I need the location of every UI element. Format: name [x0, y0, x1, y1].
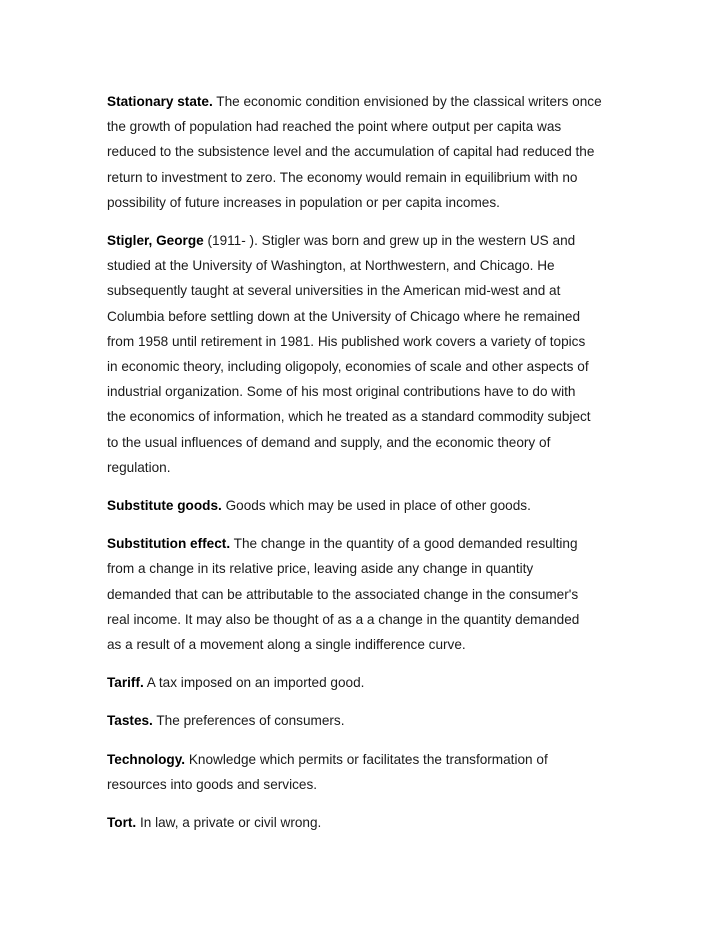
- glossary-entry-technology: [107, 747, 627, 797]
- glossary-entry-substitute-goods: [107, 493, 627, 518]
- entry-term: Stigler, George: [107, 233, 204, 249]
- entry-term: Stationary state.: [107, 94, 213, 109]
- entry-term: Technology.: [107, 751, 186, 767]
- glossary-entry-substitution-effect: [107, 531, 627, 657]
- glossary-entry-stigler-george: [107, 228, 627, 480]
- entry-term: Substitution effect.: [107, 536, 231, 552]
- entry-definition: The economic condition envisioned by the classical writers once the growth of population had reached the point where output per capita was reduced to the subsistence level and the accumulation of capital had reduced the return to investment to zero. The economy would remain in equilibrium with no possibility of future increases in population or per capita incomes.: [107, 94, 602, 210]
- entry-definition: A tax imposed on an imported good.: [143, 675, 365, 691]
- entry-definition: Goods which may be used in place of other goods.: [221, 498, 531, 514]
- entry-definition: In law, a private or civil wrong.: [136, 815, 322, 831]
- entry-term: Tort.: [107, 815, 137, 831]
- glossary-entry-tariff: [107, 670, 627, 695]
- entry-term: Substitute goods.: [107, 498, 222, 514]
- document-page: [107, 89, 627, 848]
- glossary-entry-stationary-state: [107, 89, 627, 215]
- entry-term: Tariff.: [107, 675, 144, 691]
- entry-definition: Knowledge which permits or facilitates the transformation of resources into goods and services.: [107, 751, 548, 792]
- glossary-entry-tastes: [107, 708, 627, 733]
- entry-definition: The preferences of consumers.: [152, 713, 345, 729]
- entry-term: Tastes.: [107, 713, 153, 729]
- entry-definition: The change in the quantity of a good demanded resulting from a change in its relative price, leaving aside any change in quantity demanded that can be attributable to the associated change in the consumer's real income. It may also be thought of as a a change in the quantity demanded as a result of a movement along a single indifference curve.: [107, 536, 580, 653]
- glossary-entry-tort: [107, 810, 627, 835]
- entry-definition: (1911- ). Stigler was born and grew up in the western US and studied at the University of Washington, at Northwestern, and Chicago. He subsequently taught at several universities in the American mid-west and at Columbia before settling down at the University of Chicago where he remained from 1958 until retirement in 1981. His published work covers a variety of topics in economic theory, including oligopoly, economies of scale and other aspects of industrial organization. Some of his most original contributions have to do with the economics of information, which he treated as a standard commodity subject to the usual influences of demand and supply, and the economic theory of regulation.: [107, 233, 591, 475]
